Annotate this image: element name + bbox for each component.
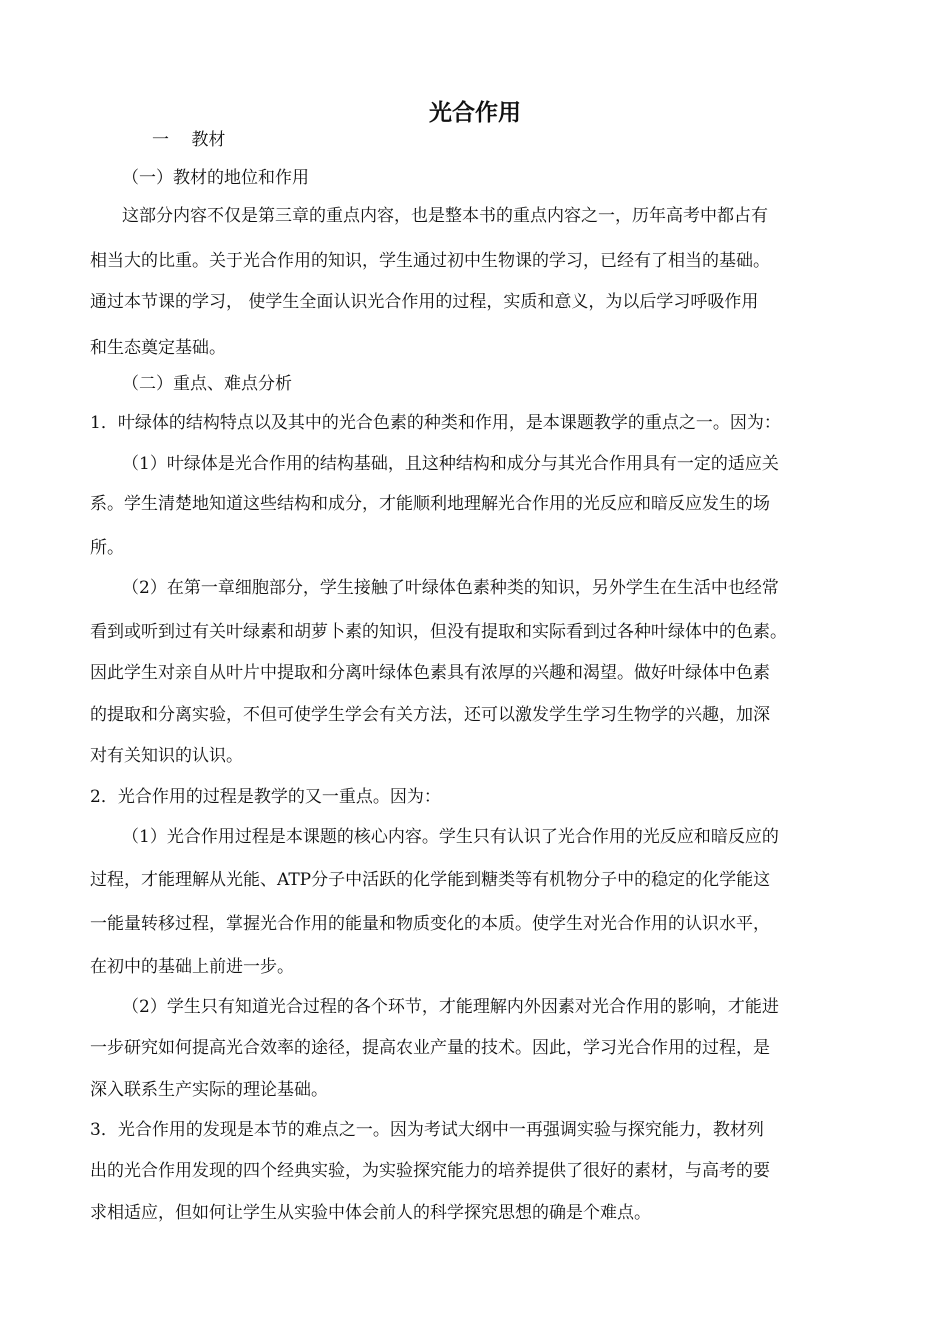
paragraph-line: 相当大的比重。关于光合作用的知识，学生通过初中生物课的学习，已经有了相当的基础。: [90, 251, 770, 271]
paragraph-line: 一步研究如何提高光合效率的途径，提高农业产量的技术。因此，学习光合作用的过程，是: [90, 1038, 770, 1058]
paragraph-line: 和生态奠定基础。: [90, 338, 226, 358]
paragraph-line: （2）学生只有知道光合过程的各个环节，才能理解内外因素对光合作用的影响，才能进: [122, 997, 779, 1017]
paragraph-line: 求相适应，但如何让学生从实验中体会前人的科学探究思想的确是个难点。: [90, 1203, 651, 1223]
section-heading-teaching-material: 一 教材: [152, 130, 226, 150]
numbered-point-3: 3．光合作用的发现是本节的难点之一。因为考试大纲中一再强调实验与探究能力，教材列: [90, 1120, 764, 1140]
paragraph-line: 系。学生清楚地知道这些结构和成分，才能顺利地理解光合作用的光反应和暗反应发生的场: [90, 494, 770, 514]
numbered-point-2: 2．光合作用的过程是教学的又一重点。因为：: [90, 787, 441, 807]
paragraph-line: 过程，才能理解从光能、ATP分子中活跃的化学能到糖类等有机物分子中的稳定的化学能这: [90, 870, 771, 890]
paragraph-line: 深入联系生产实际的理论基础。: [90, 1080, 328, 1100]
paragraph-line: 的提取和分离实验，不但可使学生学会有关方法，还可以激发学生学习生物学的兴趣，加深: [90, 705, 770, 725]
paragraph-line: 这部分内容不仅是第三章的重点内容，也是整本书的重点内容之一，历年高考中都占有: [122, 206, 768, 226]
paragraph-line: 一能量转移过程，掌握光合作用的能量和物质变化的本质。使学生对光合作用的认识水平，: [90, 914, 770, 934]
paragraph-line: 通过本节课的学习， 使学生全面认识光合作用的过程，实质和意义，为以后学习呼吸作用: [90, 292, 759, 312]
paragraph-line: 因此学生对亲自从叶片中提取和分离叶绿体色素具有浓厚的兴趣和渴望。做好叶绿体中色素: [90, 663, 770, 683]
document-title: 光合作用: [429, 100, 521, 126]
paragraph-line: （1）光合作用过程是本课题的核心内容。学生只有认识了光合作用的光反应和暗反应的: [122, 827, 779, 847]
paragraph-line: 在初中的基础上前进一步。: [90, 957, 294, 977]
paragraph-line: 对有关知识的认识。: [90, 746, 243, 766]
paragraph-line: 所。: [90, 538, 124, 558]
numbered-point-1: 1．叶绿体的结构特点以及其中的光合色素的种类和作用，是本课题教学的重点之一。因为：: [90, 413, 781, 433]
subsection-heading-key-difficult-points: （二）重点、难点分析: [122, 374, 292, 394]
paragraph-line: （1）叶绿体是光合作用的结构基础，且这种结构和成分与其光合作用具有一定的适应关: [122, 454, 779, 474]
paragraph-line: 看到或听到过有关叶绿素和胡萝卜素的知识，但没有提取和实际看到过各种叶绿体中的色素。: [90, 622, 787, 642]
paragraph-line: （2）在第一章细胞部分，学生接触了叶绿体色素种类的知识，另外学生在生活中也经常: [122, 578, 779, 598]
subsection-heading-position-role: （一）教材的地位和作用: [122, 168, 309, 188]
paragraph-line: 出的光合作用发现的四个经典实验，为实验探究能力的培养提供了很好的素材，与高考的要: [90, 1161, 770, 1181]
